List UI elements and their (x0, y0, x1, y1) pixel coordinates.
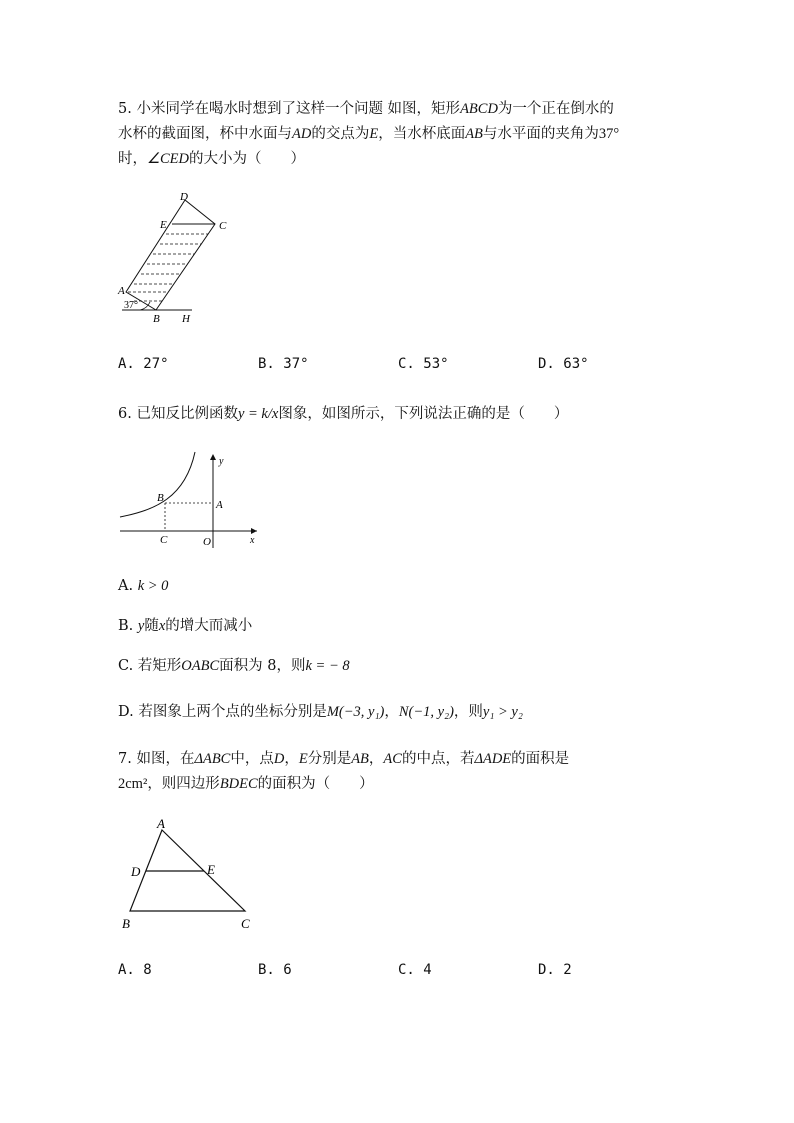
q6-option-d (118, 702, 523, 722)
q7-text: 分别是 (307, 751, 352, 767)
q6-label-y: y (219, 456, 224, 467)
q5-text: 为一个正在倒水的 (497, 101, 614, 117)
q6-label-x: x (250, 535, 255, 546)
q6-math: OABC (181, 658, 220, 674)
q5-label-A: A (118, 285, 125, 297)
q6-text: C. 若矩形 (118, 658, 182, 674)
q6-math: N(−1, y₂) (398, 704, 454, 720)
q7-math: BDEC (219, 776, 258, 792)
q6-option-b (118, 616, 252, 636)
q5-math: AB (465, 126, 483, 142)
q5-math: AD (292, 126, 312, 142)
q7-label-E: E (207, 862, 215, 877)
q6-math: k = − 8 (305, 658, 350, 674)
q5-label-C: C (219, 220, 227, 232)
q6-label-C: C (160, 534, 168, 546)
q6-option-a-letter: A. (118, 578, 134, 594)
q6-label-O: O (203, 536, 211, 548)
q7-label-C: C (241, 916, 250, 931)
q7-math: 2cm² (118, 776, 148, 792)
q7-text: ，则四边形 (147, 776, 220, 792)
q6-math: x (158, 618, 166, 634)
q7-option-c: C. 4 (398, 962, 432, 978)
q6-text: ，则 (453, 704, 483, 720)
q6-text: 6. 已知反比例函数 (118, 406, 238, 422)
q6-dotted-rect (165, 503, 213, 531)
q5-label-B: B (153, 313, 160, 325)
q5-text: 5. 小米同学在喝水时想到了这样一个问题 如图，矩形 (118, 101, 461, 117)
q7-option-d: D. 2 (538, 962, 572, 978)
q7-math: ΔADE (474, 751, 512, 767)
q6-text: 的增大而减小 (165, 618, 253, 634)
q7-text: ， (368, 751, 384, 767)
q6-text: 随 (144, 618, 159, 634)
q5-line-3 (118, 149, 305, 169)
q6-line-1 (118, 404, 568, 424)
q5-label-D: D (180, 191, 188, 203)
q5-line-1 (118, 99, 614, 119)
q6-text: D. 若图象上两个点的坐标分别是 (118, 704, 327, 720)
q5-figure (110, 188, 240, 328)
q7-math: D (273, 751, 285, 767)
q7-text: 的面积为（ ） (257, 776, 374, 792)
q7-math: AC (383, 751, 402, 767)
q6-option-a-math: k > 0 (137, 578, 169, 594)
q5-label-H: H (182, 313, 190, 325)
q7-text: 的中点，若 (401, 751, 475, 767)
q7-math: E (298, 751, 308, 767)
q7-math: AB (351, 751, 369, 767)
q7-text: 的面积是 (511, 751, 570, 767)
q6-curve (120, 452, 195, 517)
q7-text: ， (284, 751, 299, 767)
q5-option-b: B. 37° (258, 356, 309, 372)
q7-label-A: A (157, 816, 165, 831)
q6-math-function: y = k/x (237, 406, 279, 422)
q6-label-A: A (216, 499, 223, 511)
q6-label-B: B (157, 492, 164, 504)
q7-option-a: A. 8 (118, 962, 152, 978)
q5-line-2 (118, 124, 619, 144)
q7-label-D: D (131, 864, 141, 879)
q5-text: 时， (118, 151, 147, 167)
q5-option-d: D. 63° (538, 356, 589, 372)
q6-math: M(−3, y₁) (326, 704, 385, 720)
q6-math: y (137, 618, 145, 634)
q6-figure (115, 450, 265, 550)
q7-figure (115, 815, 265, 940)
q6-text: 图象，如图所示，下列说法正确的是（ ） (278, 406, 569, 422)
q5-label-E: E (160, 219, 167, 231)
q7-math: ΔABC (194, 751, 231, 767)
q5-rectangle (126, 200, 215, 310)
q7-text: 7. 如图，在 (118, 751, 195, 767)
q6-y-arrow (210, 454, 216, 460)
q6-text: ， (384, 704, 399, 720)
q6-option-c (118, 656, 350, 676)
q5-option-c: C. 53° (398, 356, 449, 372)
q5-math: 37° (598, 126, 620, 142)
q7-text: 中，点 (230, 751, 274, 767)
q5-math: ABCD (460, 101, 498, 117)
q5-label-angle: 37° (124, 300, 138, 311)
q5-text: 与水平面的夹角为 (482, 126, 599, 142)
q7-line-1 (118, 749, 569, 769)
q6-text: 面积为 8，则 (219, 658, 306, 674)
q5-text: 的交点为 (311, 126, 370, 142)
q5-text: ，当水杯底面 (378, 126, 466, 142)
q7-line-2 (118, 774, 374, 794)
q7-option-b: B. 6 (258, 962, 292, 978)
q6-math: y₁ > y₂ (482, 704, 523, 720)
q6-x-arrow (251, 528, 257, 534)
q5-water-hatch (128, 234, 208, 301)
q5-option-a: A. 27° (118, 356, 169, 372)
q7-label-B: B (122, 916, 130, 931)
q6-option-a (118, 576, 168, 596)
q5-text: 水杯的截面图，杯中水面与 (118, 126, 292, 142)
q6-option-b-letter: B. (118, 618, 134, 634)
q5-text: 的大小为（ ） (189, 151, 305, 167)
q5-math: E (369, 126, 379, 142)
q5-math: ∠CED (147, 151, 189, 167)
